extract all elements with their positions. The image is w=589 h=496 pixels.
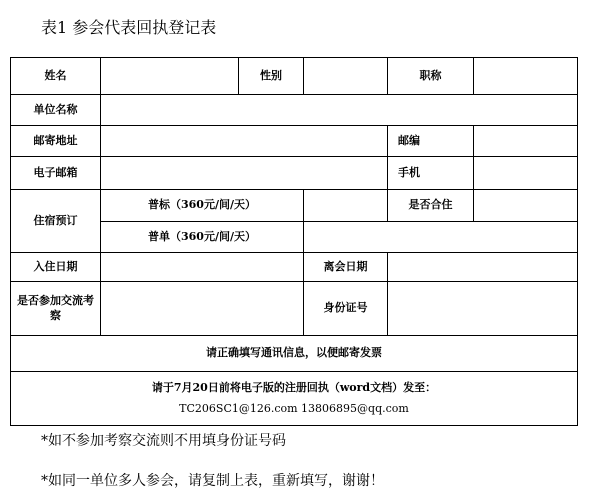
lodging-label: 住宿预订 [10, 189, 100, 252]
single-room-field[interactable] [303, 221, 577, 252]
postcode-field[interactable] [473, 125, 577, 156]
note-copy-form: *如同一单位多人参会，请复制上表，重新填写，谢谢！ [41, 473, 384, 489]
email-label: 电子邮箱 [10, 156, 100, 189]
id-number-label: 身份证号 [303, 281, 387, 335]
email-field[interactable] [100, 156, 387, 189]
id-number-field[interactable] [387, 281, 577, 335]
organization-label: 单位名称 [10, 94, 100, 125]
send-before-instruction: 请于7月20日前将电子版的注册回执（word文档）发至： [151, 380, 437, 394]
fill-correctly-instruction: 请正确填写通讯信息，以便邮寄发票 [10, 335, 577, 371]
gender-field[interactable] [303, 57, 387, 94]
share-room-label: 是否合住 [387, 189, 473, 221]
name-label: 姓名 [10, 57, 100, 94]
single-room-label: 普单（360元/间/天） [100, 221, 303, 252]
join-exchange-field[interactable] [100, 281, 303, 335]
standard-room-label: 普标（360元/间/天） [100, 189, 303, 221]
name-field[interactable] [100, 57, 238, 94]
join-exchange-label: 是否参加交流考察 [10, 281, 100, 335]
table-title: 表1 参会代表回执登记表 [41, 18, 217, 37]
organization-field[interactable] [100, 94, 577, 125]
mailing-address-field[interactable] [100, 125, 387, 156]
postcode-label: 邮编 [387, 125, 473, 156]
checkin-date-field[interactable] [100, 252, 303, 281]
checkout-date-field[interactable] [387, 252, 577, 281]
mobile-field[interactable] [473, 156, 577, 189]
job-title-field[interactable] [473, 57, 577, 94]
contact-emails: TC206SC1@126.com 13806895@qq.com [179, 401, 409, 415]
mobile-label: 手机 [387, 156, 473, 189]
checkout-date-label: 离会日期 [303, 252, 387, 281]
note-id-optional: *如不参加考察交流则不用填身份证号码 [41, 433, 286, 449]
job-title-label: 职称 [387, 57, 473, 94]
table-bottom-border [10, 425, 578, 426]
table-right-border [577, 57, 578, 426]
share-room-field[interactable] [473, 189, 577, 221]
standard-room-field[interactable] [303, 189, 387, 221]
checkin-date-label: 入住日期 [10, 252, 100, 281]
submission-instruction-cell [10, 371, 577, 425]
gender-label: 性别 [238, 57, 303, 94]
mailing-address-label: 邮寄地址 [10, 125, 100, 156]
